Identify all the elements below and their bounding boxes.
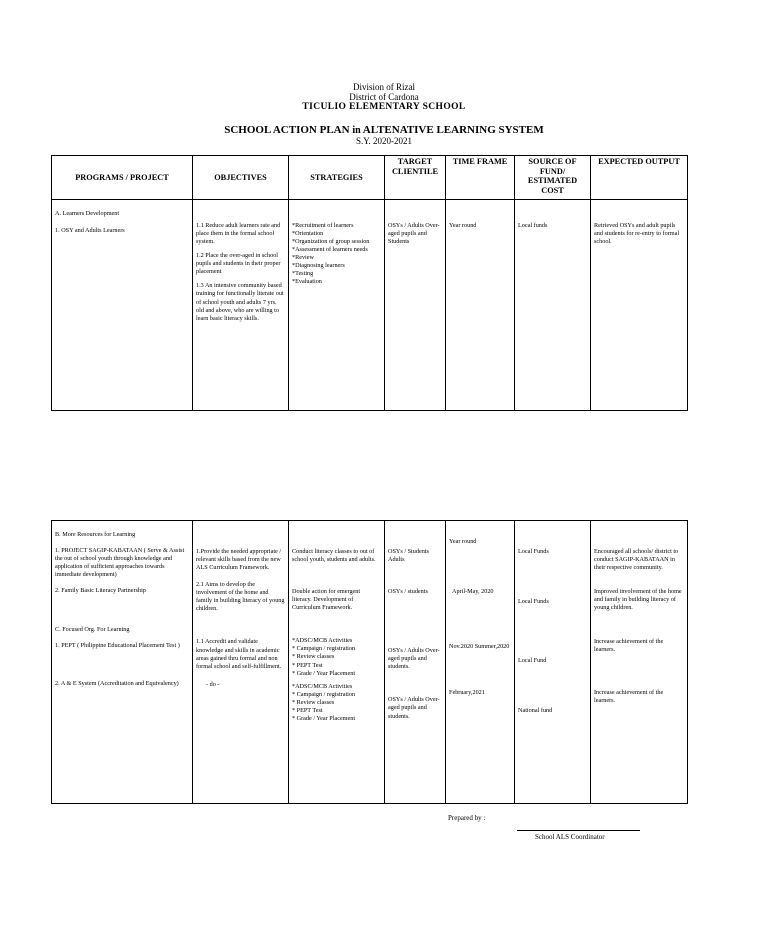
spacer — [196, 202, 285, 222]
objective-1-3: 1.3 An intensive community based training for functionally literate out of school youth and adults 7 yrs. old and above, who are willing to learn basic literacy skills. — [196, 282, 284, 322]
title-in: in — [352, 125, 361, 136]
objective-1-1: 1.1 Reduce adult learners rate and place them in the formal school system. — [196, 222, 281, 246]
spacer — [388, 202, 442, 222]
col-header-strategies: STRATEGIES — [289, 156, 385, 200]
strategy-item: *Assessment of learners needs — [292, 246, 368, 254]
strategy-item: * PEPT Test — [292, 706, 323, 714]
cell-clientele — [385, 521, 446, 804]
cell-programs — [52, 521, 193, 804]
strategy-item: *Evaluation — [292, 278, 322, 286]
spacer — [594, 202, 684, 222]
cell-source — [515, 521, 591, 804]
strategy-item: * Grade / Year Placement — [292, 669, 356, 677]
output-sagip: Encouraged all schools/ district to conduct SAGIP-KABATAAN in their respective community. — [594, 548, 679, 572]
objective-sagip: 1.Provide the needed appropriate / relevant skills based from the new ALS Curriculum Framework. — [196, 548, 282, 572]
clientele-text: OSYs / Adults Over-aged pupils and Students — [388, 222, 440, 246]
source-pept: Local Fund — [518, 657, 547, 665]
strategy-item: * PEPT Test — [292, 661, 323, 669]
col-header-objectives: OBJECTIVES — [193, 156, 289, 200]
spacer — [55, 202, 189, 210]
program-family-literacy: 2. Family Basic Literacy Partnership — [55, 587, 146, 595]
program-pept: 1. PEPT ( Philippine Educational Placement Test ) — [55, 642, 180, 650]
cell-source — [515, 200, 591, 411]
output-pept: Increase achievement of the learners. — [594, 638, 664, 654]
document-title — [0, 124, 768, 136]
cell-time-frame — [446, 200, 515, 411]
source-ae: National fund — [518, 707, 553, 715]
clientele-ae: OSYs / Adults Over-aged pupils and students. — [388, 696, 440, 720]
objective-pept: 1.1 Accredit and validate knowledge and skills in academic areas gained thru formal and non formal school and self-fulfillment. — [196, 638, 282, 670]
program-sagip-kabataan: 1. PROJECT SAGIP-KABATAAN ( Serve & Assist the out of school youth through knowledge and application of sufficient approaches towards immediate development) — [55, 547, 185, 579]
strategy-family: Double action for emergent literacy. Development of Curriculum Framework. — [292, 588, 361, 612]
strategy-item: * Campaign / registration — [292, 645, 356, 653]
time-pept: Nov.2020 Summer,2020 — [449, 643, 510, 651]
output-ae: Increase achievement of the learners. — [594, 688, 664, 704]
strategy-item: *Testing — [292, 270, 314, 278]
col-header-source-of-fund: SOURCE OF FUND/ ESTIMATED COST — [515, 156, 591, 200]
cell-strategies — [289, 521, 385, 804]
signature-line — [517, 830, 640, 831]
objective-1-2: 1.2 Place the over-aged in school pupils and students in their proper placement — [196, 252, 281, 276]
table-row — [52, 200, 688, 411]
time-ae: February,2021 — [449, 689, 485, 697]
strategy-item: *ADSC/MCB Activities — [292, 682, 353, 690]
col-header-programs: PROGRAMS / PROJECT — [52, 156, 193, 200]
strategy-item: *Review — [292, 254, 314, 262]
strategy-item: * Campaign / registration — [292, 690, 356, 698]
strategy-list-ae — [292, 683, 381, 723]
strategy-item: * Review classes — [292, 698, 335, 706]
strategy-item: *Recruitment of learners — [292, 222, 354, 229]
cell-time-frame — [446, 521, 515, 804]
cell-output — [591, 200, 688, 411]
action-plan-table-page1 — [51, 155, 688, 411]
section-heading-a: A. Learners Development — [55, 210, 120, 217]
table-row — [52, 521, 688, 804]
source-text: Local funds — [518, 222, 548, 229]
strategy-item: *Organization of group session — [292, 238, 370, 246]
source-sagip: Local Funds — [518, 548, 549, 555]
program-ae-system: 2. A & E System (Accreditation and Equivalency) — [55, 679, 179, 687]
clientele-family: OSYs / students — [388, 588, 428, 596]
strategy-item: *ADSC/MCB Activities — [292, 637, 353, 645]
program-osy-adults: 1. OSY and Adults Learners — [55, 227, 125, 235]
section-heading-c: C. Focused Org. For Learning — [55, 626, 130, 634]
output-text: Retrieved OSYs and adult pupils and students for re-entry to formal school. — [594, 222, 680, 246]
table-header-row — [52, 156, 688, 200]
clientele-sagip: OSYs / Students Adults — [388, 548, 429, 564]
division-name: Division of Rizal — [353, 82, 415, 92]
cell-objectives — [193, 200, 289, 411]
strategy-item: * Grade / Year Placement — [292, 714, 356, 722]
spacer — [292, 202, 381, 222]
source-family: Local Funds — [518, 598, 549, 606]
strategy-sagip: Conduct literacy classes to out of school youth, students and adults. — [292, 548, 376, 564]
strategy-item: *Diagnosing learners — [292, 262, 345, 270]
col-header-expected-output: EXPECTED OUTPUT — [591, 156, 688, 200]
strategy-list-pept — [292, 637, 381, 677]
school-name: TICULIO ELEMENTARY SCHOOL — [302, 102, 466, 112]
cell-strategies — [289, 200, 385, 411]
school-year: S.Y. 2020-2021 — [355, 136, 413, 146]
cell-output — [591, 521, 688, 804]
cell-programs — [52, 200, 193, 411]
objective-family: 2.1 Aims to develop the involvement of the home and family in building literacy of young children. — [196, 581, 285, 613]
title-rest: ALTENATIVE LEARNING SYSTEM — [360, 124, 544, 136]
district-name: District of Cardona — [349, 92, 419, 102]
clientele-pept: OSYs / Adults Over-aged pupils and students. — [388, 647, 440, 671]
action-plan-table-page2 — [51, 520, 688, 804]
strategy-item: *Orientation — [292, 230, 324, 238]
objective-ae: - do - — [206, 680, 220, 688]
signatory-title: School ALS Coordinator — [535, 833, 605, 841]
prepared-by-label: Prepared by : — [448, 814, 486, 822]
time-frame-text: Year round — [449, 222, 477, 229]
strategy-item: * Review classes — [292, 653, 335, 661]
time-sagip: Year round — [449, 538, 477, 545]
spacer — [518, 202, 587, 222]
spacer — [449, 202, 511, 222]
section-heading-b: B. More Resources for Learning — [55, 531, 136, 538]
title-main: SCHOOL ACTION PLAN — [224, 124, 353, 136]
col-header-time-frame: TIME FRAME — [446, 156, 515, 200]
cell-objectives — [193, 521, 289, 804]
output-family: Improved involvement of the home and family in building literacy of young children. — [594, 588, 682, 612]
col-header-target-clientele: TARGET CLIENTILE — [385, 156, 446, 200]
cell-clientele — [385, 200, 446, 411]
time-family: April-May, 2020 — [452, 588, 494, 596]
